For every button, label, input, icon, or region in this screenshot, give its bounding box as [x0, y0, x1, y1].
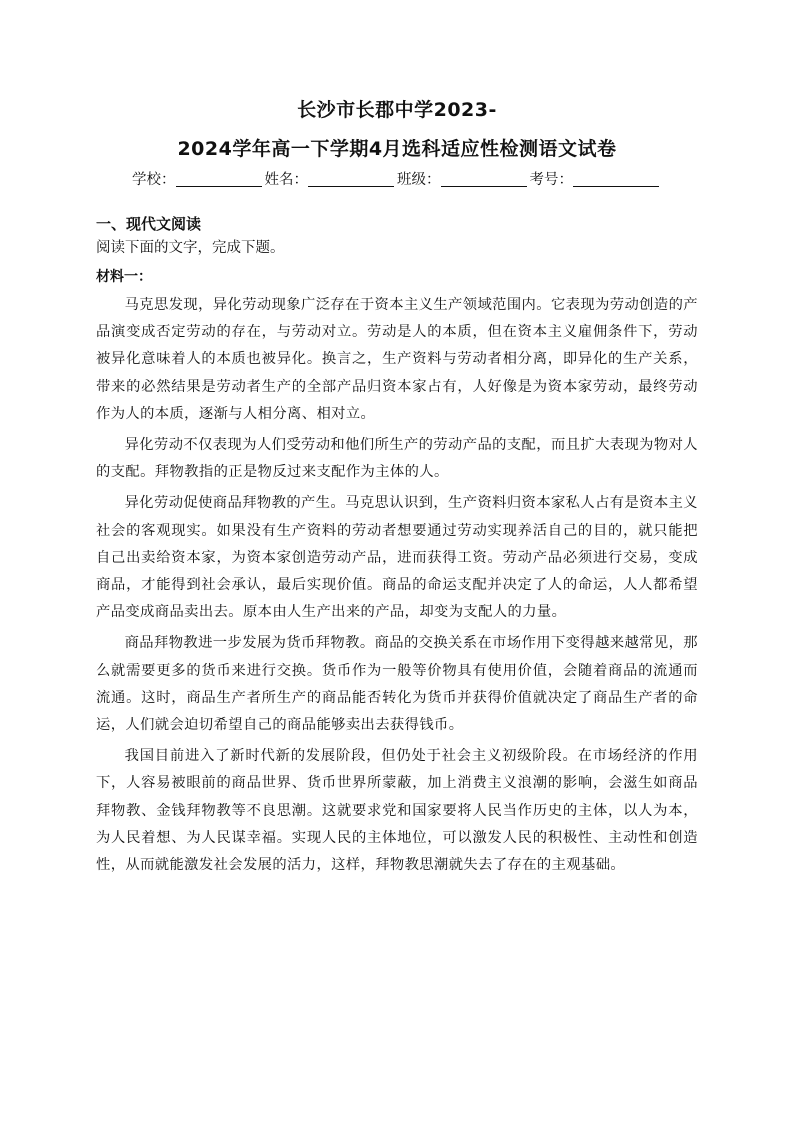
reading-instruction: 阅读下面的文字，完成下题。	[96, 240, 285, 256]
school-field	[132, 172, 265, 188]
name-field	[265, 172, 398, 188]
exam-number-field	[530, 172, 663, 188]
exam-title-line-2: 2024学年高一下学期4月选科适应性检测语文试卷	[177, 138, 617, 160]
reading-passage	[96, 292, 698, 883]
exam-title-line-1: 长沙市长郡中学2023-	[297, 99, 497, 121]
passage-paragraph: 异化劳动促使商品拜物教的产生。马克思认识到，生产资料归资本家私人占有是资本主义社会的客观现实。如果没有生产资料的劳动者想要通过劳动实现养活自己的目的，就只能把自己出卖给资本家，为资本家创造劳动产品，进而获得工资。劳动产品必须进行交易，变成商品，才能得到社会承认，最后实现价值。商品的命运支配并决定了人的命运，人人都希望产品变成商品卖出去。原本由人生产出来的产品，却变为支配人的力量。	[96, 495, 698, 621]
class-label: 班级：	[397, 172, 441, 188]
name-blank	[308, 172, 394, 187]
section-heading: 一、现代文阅读	[96, 215, 202, 233]
passage-paragraph: 我国目前进入了新时代新的发展阶段，但仍处于社会主义初级阶段。在市场经济的作用下，人容易被眼前的商品世界、货币世界所蒙蔽，加上消费主义浪潮的影响，会滋生如商品拜物教、金钱拜物教等不良思潮。这就要求党和国家要将人民当作历史的主体，以人为本，为人民着想、为人民谋幸福。实现人民的主体地位，可以激发人民的积极性、主动性和创造性，从而就能激发社会发展的活力，这样，拜物教思潮就失去了存在的主观基础。	[96, 748, 698, 874]
passage-paragraph: 商品拜物教进一步发展为货币拜物教。商品的交换关系在市场作用下变得越来越常见，那么就需要更多的货币来进行交换。货币作为一般等价物具有使用价值，会随着商品的流通而流通。这时，商品生产者所生产的商品能否转化为货币并获得价值就决定了商品生产者的命运，人们就会迫切希望自己的商品能够卖出去获得钱币。	[96, 635, 698, 734]
school-label: 学校：	[132, 172, 176, 188]
student-info-line	[0, 172, 794, 188]
passage-paragraph: 异化劳动不仅表现为人们受劳动和他们所生产的劳动产品的支配，而且扩大表现为物对人的支配。拜物教指的正是物反过来支配作为主体的人。	[96, 437, 698, 481]
exam-number-label: 考号：	[529, 172, 573, 188]
exam-number-blank	[573, 172, 659, 187]
class-blank	[441, 172, 527, 187]
material-label: 材料一：	[96, 269, 152, 285]
class-field	[397, 172, 530, 188]
name-label: 姓名：	[264, 172, 308, 188]
school-blank	[176, 172, 262, 187]
passage-paragraph: 马克思发现，异化劳动现象广泛存在于资本主义生产领域范围内。它表现为劳动创造的产品演变成否定劳动的存在，与劳动对立。劳动是人的本质，但在资本主义雇佣条件下，劳动被异化意味着人的本质也被异化。换言之，生产资料与劳动者相分离，即异化的生产关系，带来的必然结果是劳动者生产的全部产品归资本家占有，人好像是为资本家劳动，最终劳动作为人的本质，逐渐与人相分离、相对立。	[96, 297, 698, 422]
